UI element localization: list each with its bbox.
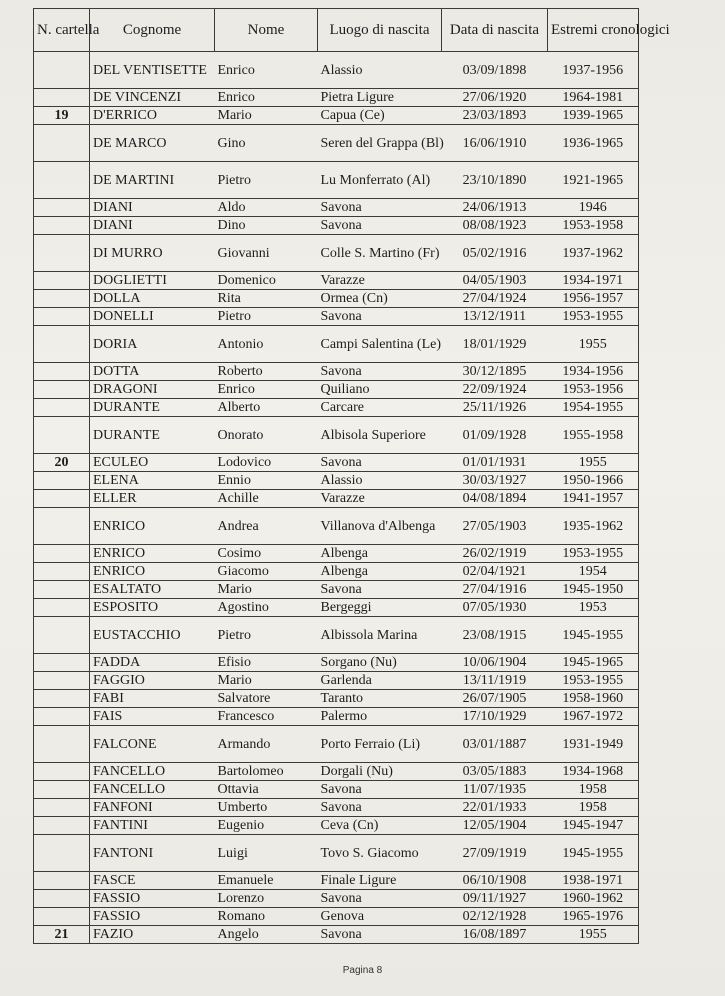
cartella-number bbox=[34, 545, 90, 563]
cartella-number bbox=[34, 381, 90, 399]
cognome-cell: FANCELLO bbox=[90, 781, 215, 799]
table-row bbox=[34, 654, 639, 672]
nome-cell: Eugenio bbox=[215, 817, 318, 835]
cartella-number bbox=[34, 908, 90, 926]
estremi-cell: 1945-1947 bbox=[548, 817, 639, 835]
luogo-cell: Ceva (Cn) bbox=[318, 817, 442, 835]
cartella-number bbox=[34, 217, 90, 235]
cognome-cell: DE MARCO bbox=[90, 125, 215, 162]
nome-cell: Mario bbox=[215, 672, 318, 690]
luogo-cell: Savona bbox=[318, 926, 442, 944]
cartella-number bbox=[34, 162, 90, 199]
cognome-cell: FAGGIO bbox=[90, 672, 215, 690]
table-row bbox=[34, 308, 639, 326]
luogo-cell: Albenga bbox=[318, 563, 442, 581]
cognome-cell: DRAGONI bbox=[90, 381, 215, 399]
estremi-cell: 1964-1981 bbox=[548, 89, 639, 107]
cognome-cell: FANTINI bbox=[90, 817, 215, 835]
table-row bbox=[34, 235, 639, 272]
nome-cell: Salvatore bbox=[215, 690, 318, 708]
data-cell: 27/05/1903 bbox=[442, 508, 548, 545]
data-cell: 13/11/1919 bbox=[442, 672, 548, 690]
table-row bbox=[34, 726, 639, 763]
cognome-cell: ESALTATO bbox=[90, 581, 215, 599]
cartella-number bbox=[34, 817, 90, 835]
cartella-number bbox=[34, 125, 90, 162]
data-cell: 03/05/1883 bbox=[442, 763, 548, 781]
nome-cell: Enrico bbox=[215, 89, 318, 107]
luogo-cell: Savona bbox=[318, 308, 442, 326]
estremi-cell: 1955-1958 bbox=[548, 417, 639, 454]
table-row bbox=[34, 454, 639, 472]
table-row bbox=[34, 872, 639, 890]
table-row bbox=[34, 908, 639, 926]
table-row bbox=[34, 125, 639, 162]
estremi-cell: 1958 bbox=[548, 781, 639, 799]
table-row bbox=[34, 563, 639, 581]
luogo-cell: Albissola Marina bbox=[318, 617, 442, 654]
cartella-number bbox=[34, 763, 90, 781]
cartella-number bbox=[34, 326, 90, 363]
nome-cell: Giacomo bbox=[215, 563, 318, 581]
luogo-cell: Savona bbox=[318, 454, 442, 472]
nome-cell: Pietro bbox=[215, 617, 318, 654]
table-row bbox=[34, 381, 639, 399]
estremi-cell: 1936-1965 bbox=[548, 125, 639, 162]
luogo-cell: Savona bbox=[318, 581, 442, 599]
nome-cell: Cosimo bbox=[215, 545, 318, 563]
cognome-cell: DIANI bbox=[90, 199, 215, 217]
cartella-number bbox=[34, 272, 90, 290]
cognome-cell: ELLER bbox=[90, 490, 215, 508]
estremi-cell: 1965-1976 bbox=[548, 908, 639, 926]
estremi-cell: 1939-1965 bbox=[548, 107, 639, 125]
estremi-cell: 1967-1972 bbox=[548, 708, 639, 726]
cartella-number bbox=[34, 563, 90, 581]
luogo-cell: Capua (Ce) bbox=[318, 107, 442, 125]
header-data: Data di nascita bbox=[442, 9, 548, 52]
cartella-number: 21 bbox=[34, 926, 90, 944]
estremi-cell: 1921-1965 bbox=[548, 162, 639, 199]
nome-cell: Antonio bbox=[215, 326, 318, 363]
cognome-cell: EUSTACCHIO bbox=[90, 617, 215, 654]
cognome-cell: FASSIO bbox=[90, 908, 215, 926]
estremi-cell: 1953-1956 bbox=[548, 381, 639, 399]
nome-cell: Francesco bbox=[215, 708, 318, 726]
luogo-cell: Colle S. Martino (Fr) bbox=[318, 235, 442, 272]
luogo-cell: Varazze bbox=[318, 490, 442, 508]
header-estremi: Estremi cronologici bbox=[548, 9, 639, 52]
luogo-cell: Savona bbox=[318, 363, 442, 381]
data-cell: 22/09/1924 bbox=[442, 381, 548, 399]
nome-cell: Pietro bbox=[215, 308, 318, 326]
estremi-cell: 1958 bbox=[548, 799, 639, 817]
cognome-cell: ENRICO bbox=[90, 508, 215, 545]
cartella-number bbox=[34, 726, 90, 763]
table-row bbox=[34, 290, 639, 308]
luogo-cell: Bergeggi bbox=[318, 599, 442, 617]
estremi-cell: 1955 bbox=[548, 454, 639, 472]
cartella-number bbox=[34, 472, 90, 490]
nome-cell: Andrea bbox=[215, 508, 318, 545]
table-row bbox=[34, 672, 639, 690]
cartella-number bbox=[34, 690, 90, 708]
estremi-cell: 1953 bbox=[548, 599, 639, 617]
data-cell: 23/10/1890 bbox=[442, 162, 548, 199]
luogo-cell: Seren del Grappa (Bl) bbox=[318, 125, 442, 162]
cartella-number bbox=[34, 199, 90, 217]
cognome-cell: DEL VENTISETTE bbox=[90, 52, 215, 89]
cartella-number bbox=[34, 508, 90, 545]
cartella-number bbox=[34, 872, 90, 890]
cognome-cell: DORIA bbox=[90, 326, 215, 363]
data-cell: 04/08/1894 bbox=[442, 490, 548, 508]
cartella-number bbox=[34, 399, 90, 417]
nome-cell: Mario bbox=[215, 107, 318, 125]
table-row bbox=[34, 508, 639, 545]
cartella-number bbox=[34, 672, 90, 690]
cartella-number: 19 bbox=[34, 107, 90, 125]
data-cell: 26/07/1905 bbox=[442, 690, 548, 708]
estremi-cell: 1935-1962 bbox=[548, 508, 639, 545]
luogo-cell: Carcare bbox=[318, 399, 442, 417]
data-cell: 01/01/1931 bbox=[442, 454, 548, 472]
cognome-cell: DOLLA bbox=[90, 290, 215, 308]
estremi-cell: 1945-1955 bbox=[548, 835, 639, 872]
estremi-cell: 1945-1955 bbox=[548, 617, 639, 654]
data-cell: 02/04/1921 bbox=[442, 563, 548, 581]
cognome-cell: FALCONE bbox=[90, 726, 215, 763]
luogo-cell: Porto Ferraio (Li) bbox=[318, 726, 442, 763]
luogo-cell: Ormea (Cn) bbox=[318, 290, 442, 308]
table-row bbox=[34, 89, 639, 107]
nome-cell: Enrico bbox=[215, 381, 318, 399]
cartella-number bbox=[34, 581, 90, 599]
data-cell: 27/06/1920 bbox=[442, 89, 548, 107]
cognome-cell: ECULEO bbox=[90, 454, 215, 472]
nome-cell: Umberto bbox=[215, 799, 318, 817]
data-cell: 11/07/1935 bbox=[442, 781, 548, 799]
table-row bbox=[34, 52, 639, 89]
estremi-cell: 1955 bbox=[548, 326, 639, 363]
data-cell: 30/12/1895 bbox=[442, 363, 548, 381]
table-row bbox=[34, 781, 639, 799]
nome-cell: Ottavia bbox=[215, 781, 318, 799]
data-cell: 18/01/1929 bbox=[442, 326, 548, 363]
estremi-cell: 1934-1956 bbox=[548, 363, 639, 381]
luogo-cell: Savona bbox=[318, 217, 442, 235]
cognome-cell: ELENA bbox=[90, 472, 215, 490]
data-cell: 24/06/1913 bbox=[442, 199, 548, 217]
data-cell: 30/03/1927 bbox=[442, 472, 548, 490]
nome-cell: Mario bbox=[215, 581, 318, 599]
cognome-cell: FADDA bbox=[90, 654, 215, 672]
cognome-cell: DOTTA bbox=[90, 363, 215, 381]
table-row bbox=[34, 890, 639, 908]
data-cell: 22/01/1933 bbox=[442, 799, 548, 817]
cognome-cell: FANCELLO bbox=[90, 763, 215, 781]
cognome-cell: FASSIO bbox=[90, 890, 215, 908]
page-number: Pagina 8 bbox=[342, 965, 383, 976]
nome-cell: Ennio bbox=[215, 472, 318, 490]
data-cell: 12/05/1904 bbox=[442, 817, 548, 835]
nome-cell: Alberto bbox=[215, 399, 318, 417]
nome-cell: Pietro bbox=[215, 162, 318, 199]
header-luogo: Luogo di nascita bbox=[318, 9, 442, 52]
data-cell: 23/03/1893 bbox=[442, 107, 548, 125]
luogo-cell: Garlenda bbox=[318, 672, 442, 690]
table-row bbox=[34, 835, 639, 872]
luogo-cell: Taranto bbox=[318, 690, 442, 708]
estremi-cell: 1953-1958 bbox=[548, 217, 639, 235]
table-header-row bbox=[34, 9, 639, 52]
cartella-number bbox=[34, 835, 90, 872]
cartella-number bbox=[34, 308, 90, 326]
cartella-number bbox=[34, 290, 90, 308]
nome-cell: Bartolomeo bbox=[215, 763, 318, 781]
luogo-cell: Albenga bbox=[318, 545, 442, 563]
cartella-number bbox=[34, 363, 90, 381]
cartella-number bbox=[34, 417, 90, 454]
data-cell: 02/12/1928 bbox=[442, 908, 548, 926]
luogo-cell: Savona bbox=[318, 799, 442, 817]
data-cell: 07/05/1930 bbox=[442, 599, 548, 617]
data-cell: 23/08/1915 bbox=[442, 617, 548, 654]
table-row bbox=[34, 599, 639, 617]
nome-cell: Enrico bbox=[215, 52, 318, 89]
estremi-cell: 1945-1950 bbox=[548, 581, 639, 599]
luogo-cell: Alassio bbox=[318, 52, 442, 89]
estremi-cell: 1938-1971 bbox=[548, 872, 639, 890]
table-row bbox=[34, 763, 639, 781]
estremi-cell: 1937-1956 bbox=[548, 52, 639, 89]
luogo-cell: Lu Monferrato (Al) bbox=[318, 162, 442, 199]
data-cell: 25/11/1926 bbox=[442, 399, 548, 417]
luogo-cell: Sorgano (Nu) bbox=[318, 654, 442, 672]
cartella-number bbox=[34, 890, 90, 908]
data-cell: 06/10/1908 bbox=[442, 872, 548, 890]
table-body bbox=[34, 52, 639, 944]
data-cell: 16/06/1910 bbox=[442, 125, 548, 162]
cognome-cell: DI MURRO bbox=[90, 235, 215, 272]
cognome-cell: FANFONI bbox=[90, 799, 215, 817]
cognome-cell: FABI bbox=[90, 690, 215, 708]
estremi-cell: 1954-1955 bbox=[548, 399, 639, 417]
estremi-cell: 1934-1971 bbox=[548, 272, 639, 290]
data-cell: 13/12/1911 bbox=[442, 308, 548, 326]
table-row bbox=[34, 107, 639, 125]
nome-cell: Agostino bbox=[215, 599, 318, 617]
nome-cell: Angelo bbox=[215, 926, 318, 944]
table-row bbox=[34, 926, 639, 944]
header-cartella: N. cartella bbox=[34, 9, 90, 52]
nome-cell: Emanuele bbox=[215, 872, 318, 890]
table-row bbox=[34, 581, 639, 599]
luogo-cell: Varazze bbox=[318, 272, 442, 290]
luogo-cell: Genova bbox=[318, 908, 442, 926]
estremi-cell: 1937-1962 bbox=[548, 235, 639, 272]
cognome-cell: ENRICO bbox=[90, 545, 215, 563]
cognome-cell: DURANTE bbox=[90, 399, 215, 417]
estremi-cell: 1960-1962 bbox=[548, 890, 639, 908]
nome-cell: Luigi bbox=[215, 835, 318, 872]
table-row bbox=[34, 199, 639, 217]
table-row bbox=[34, 472, 639, 490]
nome-cell: Domenico bbox=[215, 272, 318, 290]
data-cell: 27/04/1916 bbox=[442, 581, 548, 599]
nome-cell: Achille bbox=[215, 490, 318, 508]
cartella-number bbox=[34, 617, 90, 654]
luogo-cell: Finale Ligure bbox=[318, 872, 442, 890]
cognome-cell: DE MARTINI bbox=[90, 162, 215, 199]
table-row bbox=[34, 690, 639, 708]
table-row bbox=[34, 817, 639, 835]
luogo-cell: Alassio bbox=[318, 472, 442, 490]
luogo-cell: Albisola Superiore bbox=[318, 417, 442, 454]
cognome-cell: DURANTE bbox=[90, 417, 215, 454]
cartella-number bbox=[34, 708, 90, 726]
nome-cell: Efisio bbox=[215, 654, 318, 672]
data-cell: 09/11/1927 bbox=[442, 890, 548, 908]
cartella-number bbox=[34, 52, 90, 89]
table-row bbox=[34, 399, 639, 417]
table-row bbox=[34, 490, 639, 508]
luogo-cell: Pietra Ligure bbox=[318, 89, 442, 107]
luogo-cell: Tovo S. Giacomo bbox=[318, 835, 442, 872]
data-cell: 08/08/1923 bbox=[442, 217, 548, 235]
data-cell: 27/09/1919 bbox=[442, 835, 548, 872]
cognome-cell: FAIS bbox=[90, 708, 215, 726]
cartella-number bbox=[34, 89, 90, 107]
estremi-cell: 1958-1960 bbox=[548, 690, 639, 708]
nome-cell: Dino bbox=[215, 217, 318, 235]
estremi-cell: 1941-1957 bbox=[548, 490, 639, 508]
table-row bbox=[34, 326, 639, 363]
nome-cell: Lodovico bbox=[215, 454, 318, 472]
data-cell: 26/02/1919 bbox=[442, 545, 548, 563]
data-cell: 04/05/1903 bbox=[442, 272, 548, 290]
table-row bbox=[34, 363, 639, 381]
luogo-cell: Savona bbox=[318, 781, 442, 799]
estremi-cell: 1946 bbox=[548, 199, 639, 217]
table-row bbox=[34, 617, 639, 654]
estremi-cell: 1934-1968 bbox=[548, 763, 639, 781]
estremi-cell: 1954 bbox=[548, 563, 639, 581]
luogo-cell: Quiliano bbox=[318, 381, 442, 399]
data-cell: 01/09/1928 bbox=[442, 417, 548, 454]
nome-cell: Aldo bbox=[215, 199, 318, 217]
cognome-cell: ESPOSITO bbox=[90, 599, 215, 617]
data-cell: 03/01/1887 bbox=[442, 726, 548, 763]
data-cell: 16/08/1897 bbox=[442, 926, 548, 944]
estremi-cell: 1956-1957 bbox=[548, 290, 639, 308]
cartella-number bbox=[34, 799, 90, 817]
cartella-number bbox=[34, 654, 90, 672]
luogo-cell: Savona bbox=[318, 890, 442, 908]
registry-table bbox=[33, 8, 670, 944]
cartella-number bbox=[34, 490, 90, 508]
cartella-number: 20 bbox=[34, 454, 90, 472]
cartella-number bbox=[34, 235, 90, 272]
cognome-cell: FASCE bbox=[90, 872, 215, 890]
nome-cell: Gino bbox=[215, 125, 318, 162]
table-row bbox=[34, 272, 639, 290]
data-cell: 27/04/1924 bbox=[442, 290, 548, 308]
cognome-cell: ENRICO bbox=[90, 563, 215, 581]
cognome-cell: FAZIO bbox=[90, 926, 215, 944]
cognome-cell: DIANI bbox=[90, 217, 215, 235]
data-cell: 05/02/1916 bbox=[442, 235, 548, 272]
table-row bbox=[34, 162, 639, 199]
estremi-cell: 1953-1955 bbox=[548, 545, 639, 563]
data-cell: 03/09/1898 bbox=[442, 52, 548, 89]
nome-cell: Giovanni bbox=[215, 235, 318, 272]
table-row bbox=[34, 799, 639, 817]
luogo-cell: Campi Salentina (Le) bbox=[318, 326, 442, 363]
estremi-cell: 1945-1965 bbox=[548, 654, 639, 672]
nome-cell: Lorenzo bbox=[215, 890, 318, 908]
cognome-cell: DOGLIETTI bbox=[90, 272, 215, 290]
luogo-cell: Savona bbox=[318, 199, 442, 217]
estremi-cell: 1953-1955 bbox=[548, 308, 639, 326]
table-row bbox=[34, 545, 639, 563]
estremi-cell: 1931-1949 bbox=[548, 726, 639, 763]
nome-cell: Onorato bbox=[215, 417, 318, 454]
luogo-cell: Palermo bbox=[318, 708, 442, 726]
data-cell: 17/10/1929 bbox=[442, 708, 548, 726]
cognome-cell: D'ERRICO bbox=[90, 107, 215, 125]
cartella-number bbox=[34, 599, 90, 617]
cognome-cell: DE VINCENZI bbox=[90, 89, 215, 107]
nome-cell: Armando bbox=[215, 726, 318, 763]
luogo-cell: Villanova d'Albenga bbox=[318, 508, 442, 545]
header-nome: Nome bbox=[215, 9, 318, 52]
cartella-number bbox=[34, 781, 90, 799]
cognome-cell: DONELLI bbox=[90, 308, 215, 326]
data-cell: 10/06/1904 bbox=[442, 654, 548, 672]
nome-cell: Roberto bbox=[215, 363, 318, 381]
table-row bbox=[34, 708, 639, 726]
cognome-cell: FANTONI bbox=[90, 835, 215, 872]
estremi-cell: 1950-1966 bbox=[548, 472, 639, 490]
table-row bbox=[34, 417, 639, 454]
nome-cell: Rita bbox=[215, 290, 318, 308]
estremi-cell: 1953-1955 bbox=[548, 672, 639, 690]
table-row bbox=[34, 217, 639, 235]
nome-cell: Romano bbox=[215, 908, 318, 926]
estremi-cell: 1955 bbox=[548, 926, 639, 944]
luogo-cell: Dorgali (Nu) bbox=[318, 763, 442, 781]
header-cognome: Cognome bbox=[90, 9, 215, 52]
